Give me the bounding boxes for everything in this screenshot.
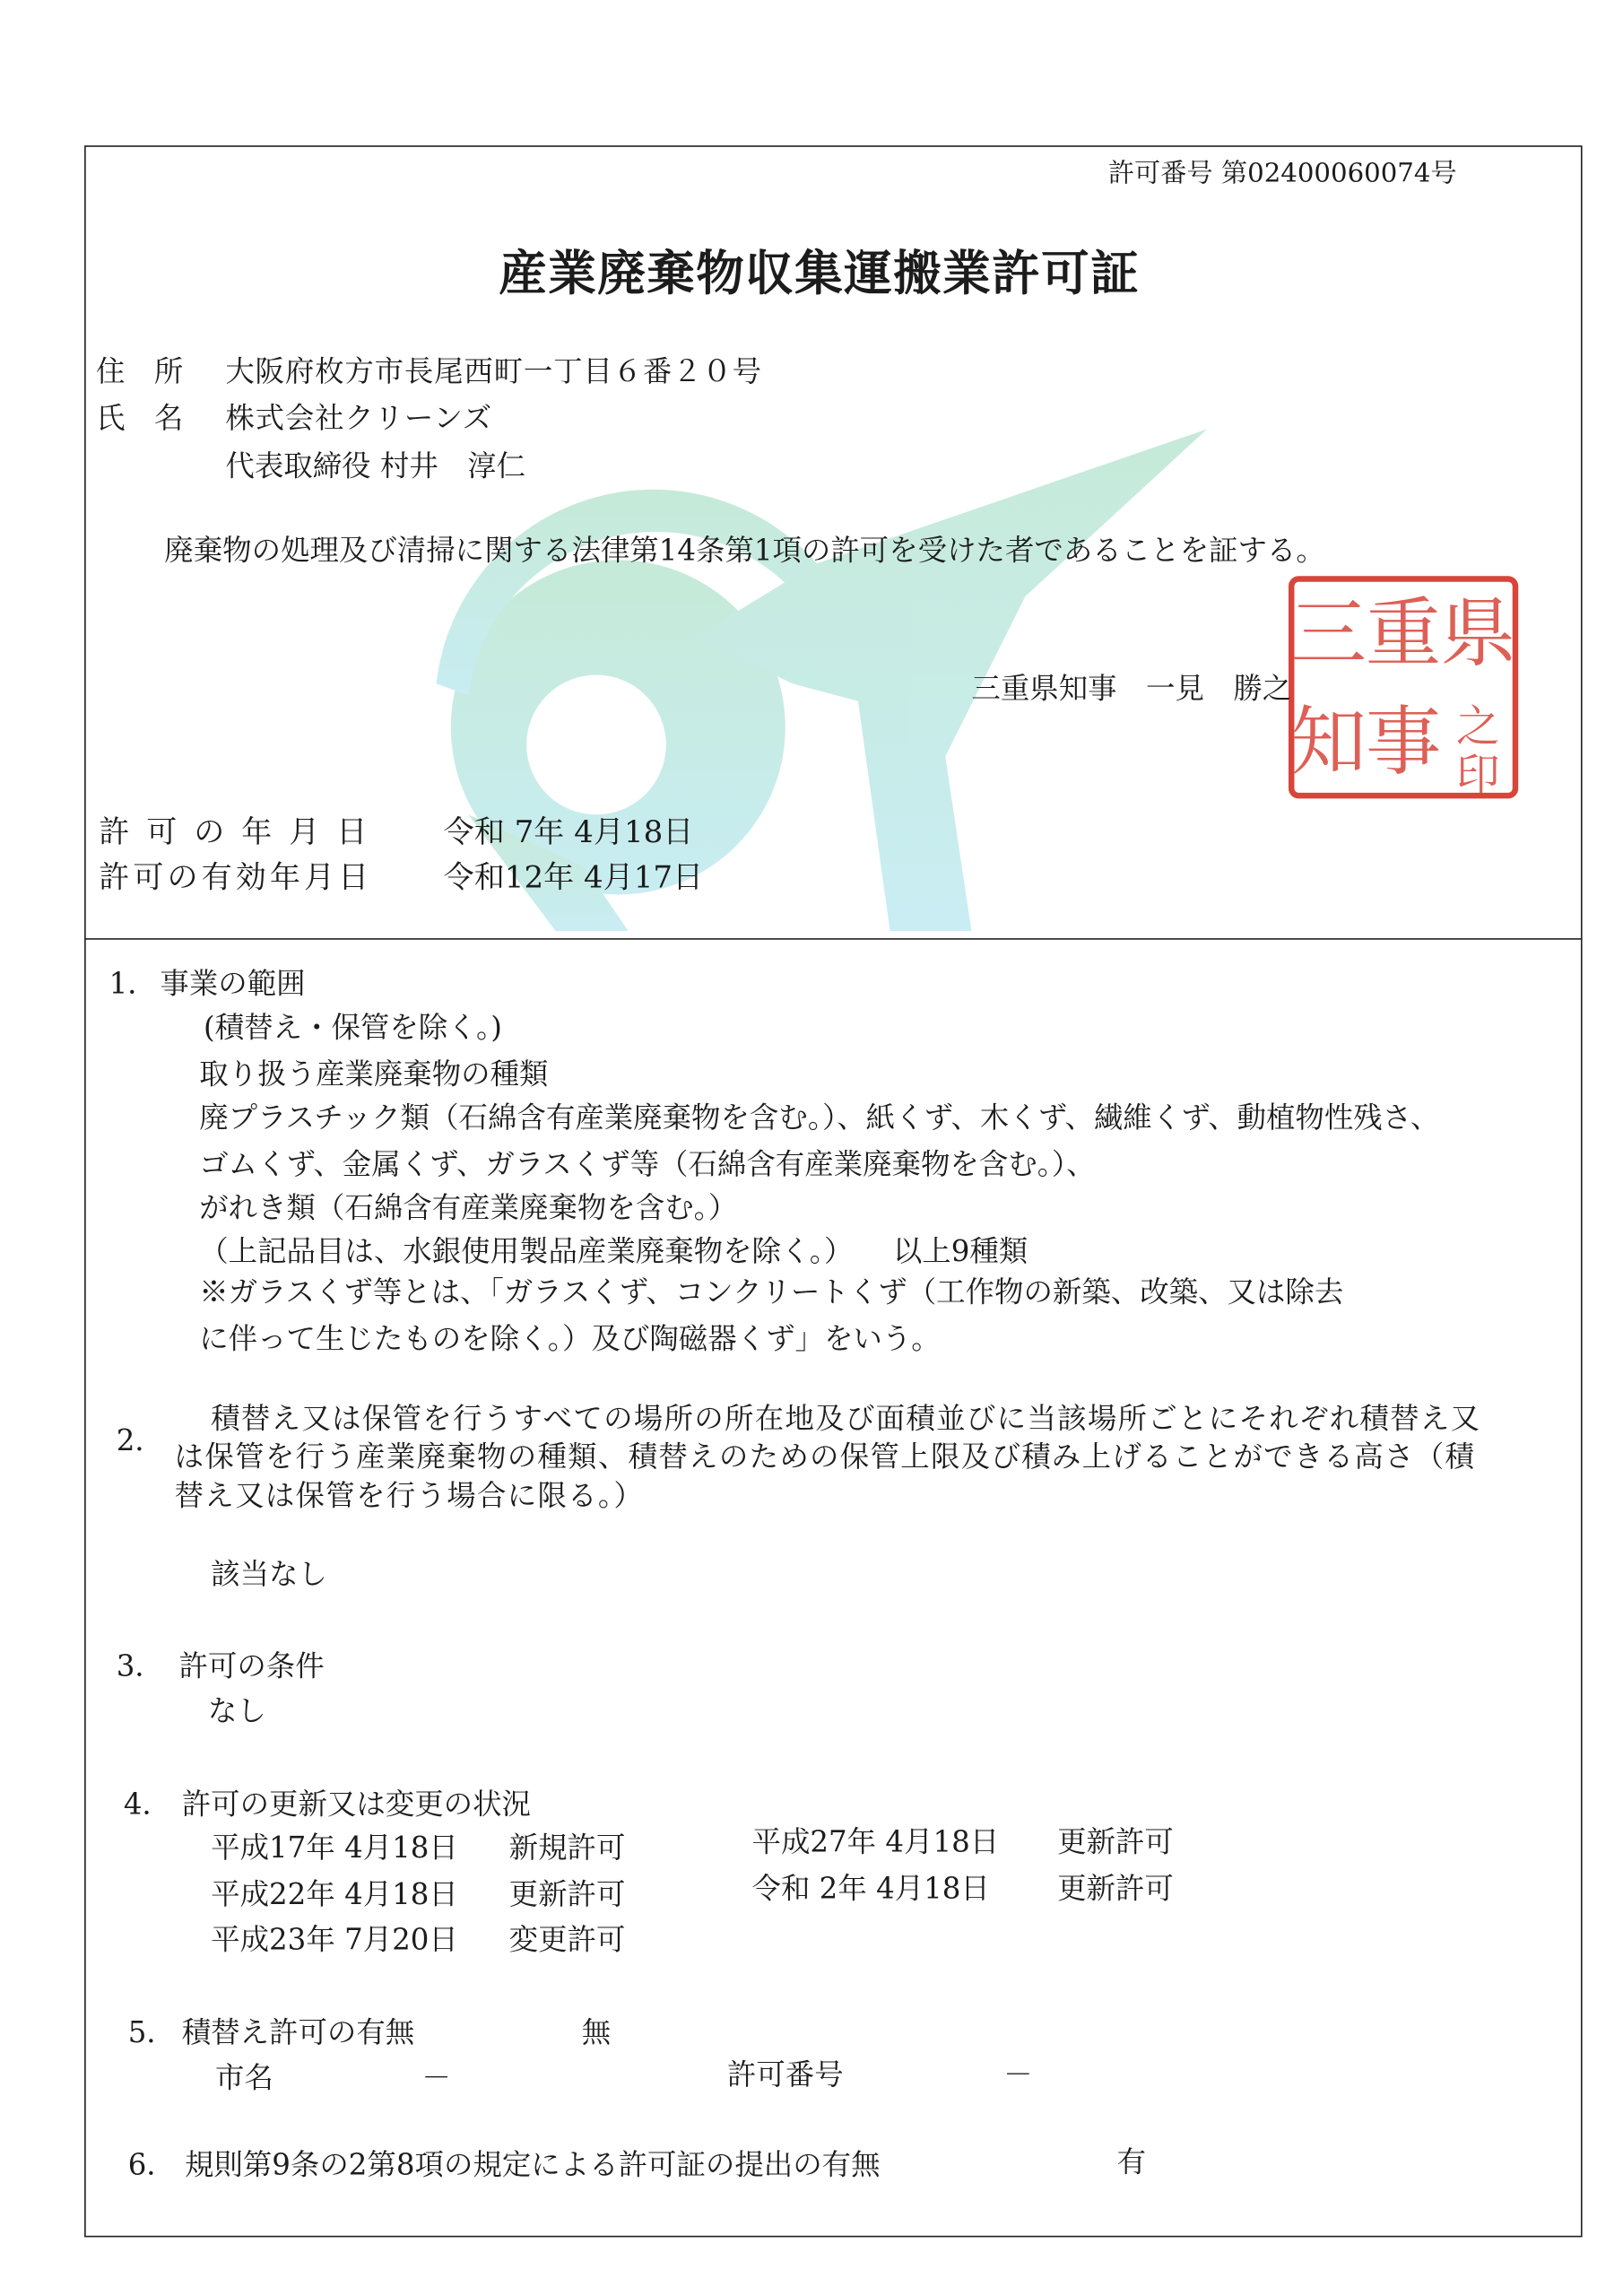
permit-number (1108, 159, 1457, 191)
section3-number: 3． (116, 1648, 164, 1683)
section1-types-heading: 取り扱う産業廃棄物の種類 (199, 1056, 549, 1091)
section1-number: 1． (108, 965, 157, 1001)
expiry-date-label: 許可の有効年月日 (99, 859, 373, 895)
section5-heading: 積替え許可の有無 (181, 2014, 415, 2050)
seal-glyph: 三 (1290, 589, 1367, 678)
company-name: 株式会社クリーンズ (225, 400, 492, 435)
section4-heading: 許可の更新又は変更の状況 (181, 1786, 531, 1822)
permit-number-value: 第02400060074号 (1220, 158, 1457, 189)
history-date: 平成27年 4月18日 (751, 1823, 1000, 1859)
section-divider (84, 938, 1583, 940)
history-type: 更新許可 (1057, 1823, 1174, 1859)
section5-number: 5． (127, 2014, 176, 2050)
section1-heading: 事業の範囲 (160, 965, 306, 1001)
section1-note: (積替え・保管を除く。) (204, 1009, 502, 1045)
history-type: 変更許可 (508, 1921, 626, 1957)
section4-number: 4． (123, 1786, 171, 1822)
official-seal-stamp (1287, 575, 1519, 800)
section1-count: 以上9種類 (892, 1233, 1028, 1269)
section1-exclusion: （上記品目は、水銀使用製品産業廃棄物を除く。） (199, 1233, 854, 1269)
section6-number: 6． (127, 2146, 176, 2182)
section1-line: ゴムくず、金属くず、ガラスくず等（石綿含有産業廃棄物を含む。）、 (199, 1146, 1096, 1181)
section2-number: 2． (116, 1422, 164, 1458)
issue-date-label: 許 可 の 年 月 日 (99, 814, 371, 850)
history-type: 更新許可 (508, 1876, 626, 1912)
section3-heading: 許可の条件 (178, 1648, 325, 1683)
section6-heading: 規則第9条の2第8項の規定による許可証の提出の有無 (184, 2146, 881, 2182)
representative-name: 代表取締役 村井 淳仁 (225, 448, 526, 483)
seal-glyph: 之 (1456, 701, 1500, 752)
address-label: 住 所 (96, 353, 184, 389)
seal-glyph: 事 (1365, 697, 1442, 786)
section1-line: 廃プラスチック類（石綿含有産業廃棄物を含む。）、紙くず、木くず、繊維くず、動植物性残さ、 (199, 1100, 1440, 1135)
section1-footnote: ※ガラスくず等とは、「ガラスくず、コンクリートくず（工作物の新築、改築、又は除去 (199, 1274, 1344, 1309)
issue-date-value: 令和 7年 4月18日 (443, 814, 694, 850)
section2-line: 替え又は保管を行う場合に限る。） (174, 1477, 645, 1513)
certification-statement: 廃棄物の処理及び清掃に関する法律第14条第1項の許可を受けた者であることを証する。 (164, 532, 1325, 568)
address-value: 大阪府枚方市長尾西町一丁目６番２０号 (225, 353, 762, 389)
name-label: 氏 名 (96, 400, 184, 435)
history-date: 平成22年 4月18日 (211, 1876, 458, 1912)
section2-line: 積替え又は保管を行うすべての場所の所在地及び面積並びに当該場所ごとにそれぞれ積替え又 (211, 1400, 1481, 1436)
section6-value: 有 (1116, 2144, 1147, 2179)
seal-glyph: 知 (1290, 697, 1367, 786)
city-label: 市名 (215, 2059, 273, 2095)
history-type: 更新許可 (1057, 1870, 1174, 1906)
history-type: 新規許可 (508, 1830, 626, 1866)
section1-line: がれき類（石綿含有産業廃棄物を含む。） (199, 1189, 738, 1225)
transfer-permit-label: 許可番号 (726, 2057, 844, 2092)
city-value: － (421, 2059, 451, 2095)
permit-number-label: 許可番号 (1107, 158, 1213, 189)
history-date: 令和 2年 4月18日 (751, 1870, 990, 1906)
seal-glyph: 県 (1440, 589, 1516, 678)
issuer-name: 三重県知事 一見 勝之 (971, 670, 1292, 706)
section3-answer: なし (207, 1692, 266, 1728)
transfer-permit-value: － (1003, 2057, 1033, 2092)
section2-line: は保管を行う産業廃棄物の種類、積替えのための保管上限及び積み上げることができる高さ（積 (174, 1439, 1476, 1474)
section1-footnote: に伴って生じたものを除く。）及び陶磁器くず」をいう。 (199, 1320, 941, 1356)
seal-glyph: 印 (1456, 750, 1500, 801)
section2-answer: 該当なし (211, 1556, 327, 1592)
history-date: 平成17年 4月18日 (211, 1830, 458, 1866)
expiry-date-value: 令和12年 4月17日 (443, 859, 704, 895)
page-title: 産業廃棄物収集運搬業許可証 (499, 244, 1141, 301)
section5-value: 無 (581, 2014, 612, 2050)
history-date: 平成23年 7月20日 (211, 1921, 458, 1957)
seal-glyph: 重 (1365, 589, 1442, 678)
